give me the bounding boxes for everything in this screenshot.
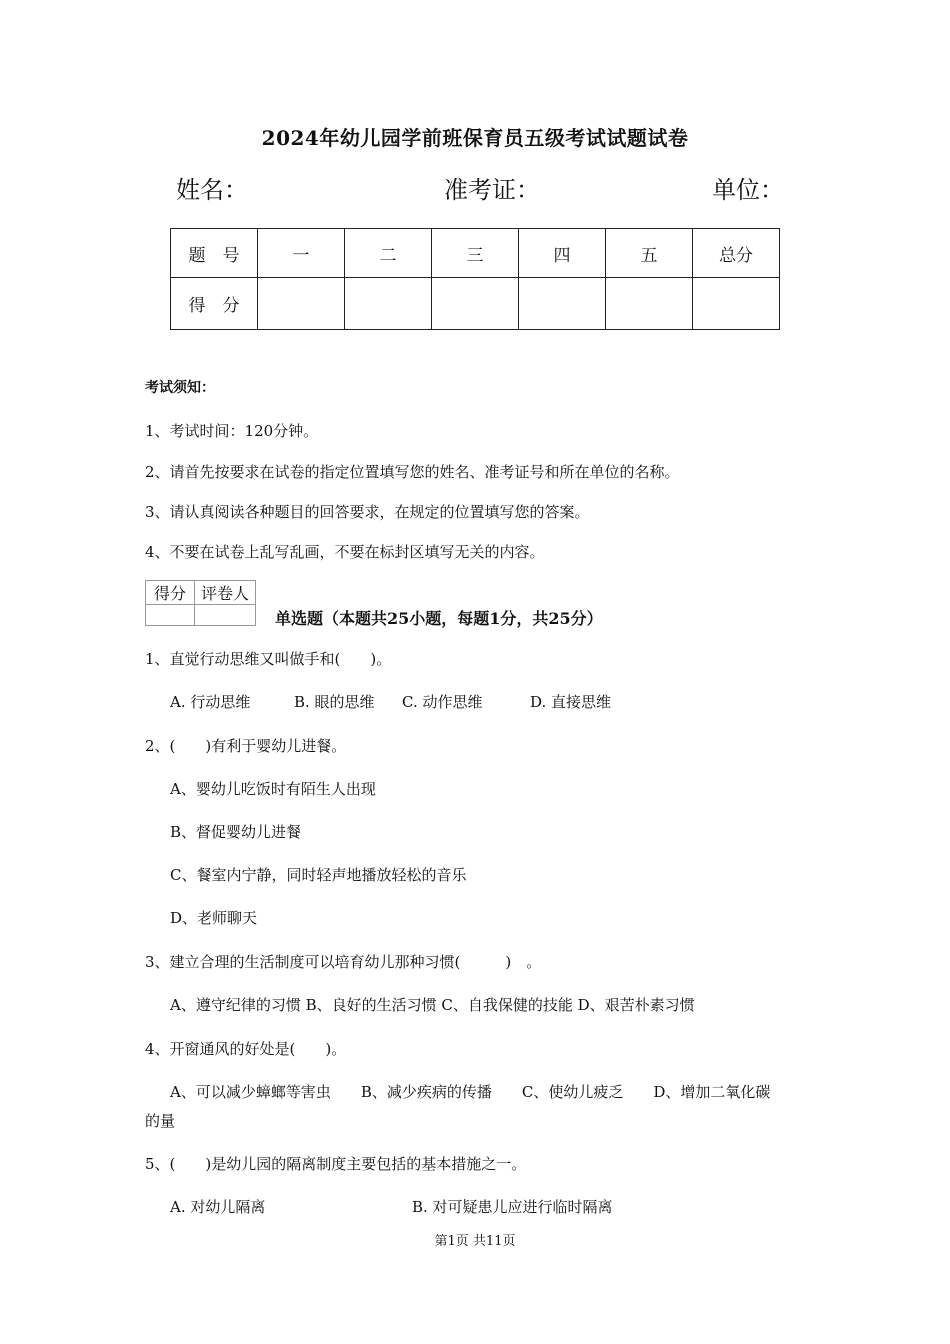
grader-box xyxy=(145,580,256,626)
notice-item: 3、请认真阅读各种题目的回答要求，在规定的位置填写您的答案。 xyxy=(145,503,590,521)
question-option: B、督促婴幼儿进餐 xyxy=(170,823,302,841)
notice-item: 1、考试时间：120分钟。 xyxy=(145,422,319,440)
score-table-header: 四 xyxy=(519,229,606,278)
score-table xyxy=(170,228,780,330)
question-stem: 2、( )有利于婴幼儿进餐。 xyxy=(145,737,347,755)
question-option: A. 行动思维 xyxy=(170,693,251,711)
question-option: A、婴幼儿吃饭时有陌生人出现 xyxy=(170,780,376,798)
question-option: A、可以减少蟑螂等害虫 B、减少疾病的传播 C、使幼儿疲乏 D、增加二氧化碳 xyxy=(170,1083,771,1101)
question-option: D、老师聊天 xyxy=(170,909,258,927)
question-stem: 4、开窗通风的好处是( )。 xyxy=(145,1040,347,1058)
score-table-header: 总分 xyxy=(693,229,780,278)
exam-id-field-label: 准考证： xyxy=(444,176,540,204)
page-footer: 第1页 共11页 xyxy=(434,1234,516,1249)
grader-reviewer-cell[interactable] xyxy=(195,605,256,626)
notice-heading: 考试须知： xyxy=(145,380,215,396)
question-option: D. 直接思维 xyxy=(530,693,612,711)
grader-score-label: 得分 xyxy=(146,581,195,605)
exam-title: 2024年幼儿园学前班保育员五级考试试题试卷 xyxy=(261,126,689,150)
question-option: C. 动作思维 xyxy=(402,693,483,711)
score-row-label: 得 分 xyxy=(171,278,258,330)
question-option: C、餐室内宁静，同时轻声地播放轻松的音乐 xyxy=(170,866,467,884)
score-table-header: 二 xyxy=(345,229,432,278)
score-cell[interactable] xyxy=(258,278,345,330)
grader-score-cell[interactable] xyxy=(146,605,195,626)
score-table-header: 三 xyxy=(432,229,519,278)
question-stem: 5、( )是幼儿园的隔离制度主要包括的基本措施之一。 xyxy=(145,1155,527,1173)
question-option-continuation: 的量 xyxy=(145,1112,176,1130)
question-option: A. 对幼儿隔离 xyxy=(170,1198,266,1216)
score-cell[interactable] xyxy=(519,278,606,330)
question-stem: 1、直觉行动思维又叫做手和( )。 xyxy=(145,650,392,668)
score-cell[interactable] xyxy=(432,278,519,330)
score-table-header: 题 号 xyxy=(171,229,258,278)
question-option: B. 对可疑患儿应进行临时隔离 xyxy=(412,1198,613,1216)
notice-item: 4、不要在试卷上乱写乱画，不要在标封区填写无关的内容。 xyxy=(145,543,545,561)
name-field-label: 姓名： xyxy=(176,176,248,204)
question-option: B. 眼的思维 xyxy=(294,693,375,711)
score-cell[interactable] xyxy=(345,278,432,330)
score-cell[interactable] xyxy=(693,278,780,330)
notice-item: 2、请首先按要求在试卷的指定位置填写您的姓名、准考证号和所在单位的名称。 xyxy=(145,463,680,481)
score-cell[interactable] xyxy=(606,278,693,330)
score-table-header: 五 xyxy=(606,229,693,278)
unit-field-label: 单位： xyxy=(712,176,784,204)
question-stem: 3、建立合理的生活制度可以培育幼儿那种习惯( ) 。 xyxy=(145,953,542,971)
section-title: 单选题（本题共25小题，每题1分，共25分） xyxy=(275,609,603,628)
score-table-header: 一 xyxy=(258,229,345,278)
grader-reviewer-label: 评卷人 xyxy=(195,581,256,605)
question-option: A、遵守纪律的习惯 B、良好的生活习惯 C、自我保健的技能 D、艰苦朴素习惯 xyxy=(170,996,695,1014)
